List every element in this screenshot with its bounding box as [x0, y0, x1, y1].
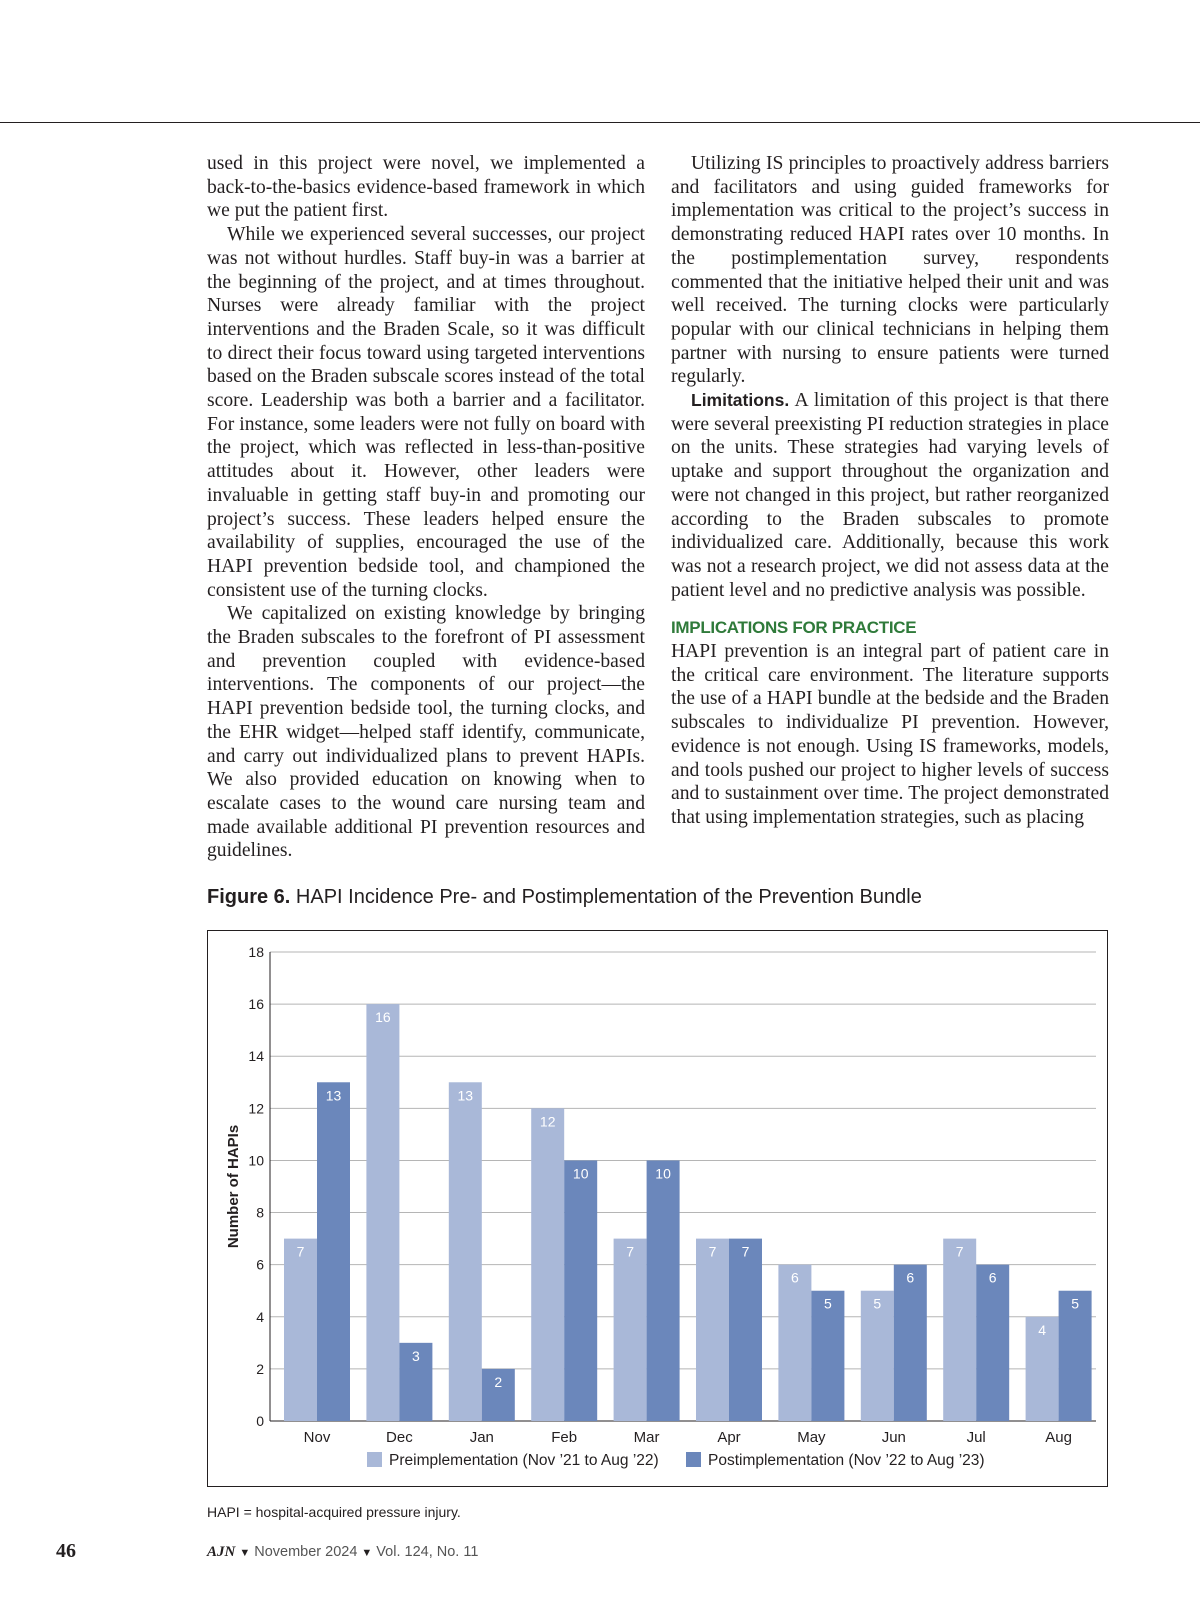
running-footer [207, 1544, 478, 1561]
bar-chart [207, 930, 1108, 1487]
bar-value-label: 5 [873, 1295, 882, 1312]
triangle-icon: ▼ [239, 1547, 251, 1559]
x-tick-label: Jun [881, 1429, 906, 1446]
bar-value-label: 7 [708, 1243, 717, 1260]
legend-swatch-pre [367, 1452, 382, 1467]
x-tick-label: Jul [966, 1429, 986, 1446]
limitations-heading: Limitations. [691, 390, 790, 411]
bar-value-label: 2 [494, 1373, 503, 1390]
page-number: 46 [56, 1540, 76, 1562]
bar-value-label: 3 [412, 1347, 420, 1364]
x-tick-label: Jan [469, 1429, 494, 1446]
bar [976, 1265, 1009, 1421]
y-tick-label: 16 [248, 996, 264, 1013]
bar [894, 1265, 927, 1421]
bar-value-label: 10 [655, 1165, 671, 1182]
text-column-right [671, 152, 1109, 830]
y-tick-label: 18 [248, 944, 264, 960]
limitations-text: A limitation of this project is that there were several preexisting PI reduction strategies in place on the units. These strategies had varying levels of uptake and support throughout the organization and were not changed in this project, but rather reorganized according to the Braden subscales to promote individualized care. Additionally, because this work was not a research project, we did not assess data at the patient level and no predictive analysis was possible. [671, 390, 1109, 601]
bar-value-label: 6 [791, 1269, 799, 1286]
bar-value-label: 10 [572, 1165, 589, 1182]
bar-value-label: 5 [824, 1295, 832, 1312]
bar-value-label: 7 [626, 1243, 634, 1260]
y-tick-label: 2 [256, 1360, 264, 1377]
y-tick-label: 6 [256, 1256, 264, 1273]
x-tick-label: Nov [303, 1429, 331, 1446]
bar-value-label: 7 [296, 1243, 305, 1260]
volume-issue: Vol. 124, No. 11 [376, 1544, 479, 1560]
y-tick-label: 12 [248, 1100, 264, 1117]
bar [564, 1160, 597, 1421]
x-tick-label: May [797, 1429, 826, 1446]
bar [696, 1239, 729, 1421]
bar [729, 1239, 762, 1421]
y-tick-label: 8 [256, 1204, 264, 1221]
journal-name: AJN [207, 1544, 236, 1560]
figure-label: Figure 6. [207, 886, 291, 908]
triangle-icon: ▼ [361, 1547, 373, 1559]
paragraph: We capitalized on existing knowledge by bringing the Braden subscales to the forefront of PI assessment and prevention coupled with evidence-based interventions. The components of our project—the HAPI prevention bedside tool, the turning clocks, and the EHR widget—helped staff identify, communicate, and carry out individualized plans to prevent HAPIs. We also provided education on knowing when to escalate cases to the wound care nursing team and made available additional PI prevention resources and guidelines. [207, 603, 645, 862]
bar-value-label: 6 [906, 1269, 915, 1286]
bar-value-label: 12 [539, 1113, 556, 1130]
x-tick-label: Apr [717, 1429, 741, 1446]
header-rule [0, 122, 1200, 123]
bar [284, 1239, 317, 1421]
x-tick-label: Dec [386, 1429, 413, 1446]
bar [449, 1082, 482, 1421]
x-tick-label: Mar [633, 1429, 660, 1446]
bar [531, 1108, 564, 1421]
x-tick-label: Aug [1045, 1429, 1072, 1446]
x-tick-label: Feb [551, 1429, 578, 1446]
bar-value-label: 16 [375, 1009, 391, 1026]
bar [778, 1265, 811, 1421]
y-tick-label: 0 [256, 1413, 264, 1429]
legend-swatch-post [686, 1452, 701, 1467]
figure-title [207, 886, 1107, 909]
bar-value-label: 4 [1038, 1321, 1046, 1338]
figure-caption: HAPI Incidence Pre- and Postimplementation of the Prevention Bundle [290, 886, 922, 908]
bar-value-label: 13 [325, 1087, 342, 1104]
legend-label-post: Postimplementation (Nov ’22 to Aug ’23) [708, 1452, 985, 1469]
text-column-left [207, 152, 645, 863]
y-tick-label: 10 [248, 1152, 264, 1169]
y-tick-label: 14 [248, 1048, 264, 1065]
paragraph: HAPI prevention is an integral part of patient care in the critical care environment. The literature supports the use of a HAPI bundle at the bedside and the Braden subscales to individualize PI prevention. However, evidence is not enough. Using IS frameworks, models, and tools pushed our project to higher levels of success and to sustainment over time. The project demonstrated that using implementation strategies, such as placing [671, 641, 1109, 828]
bar-value-label: 7 [955, 1243, 964, 1260]
paragraph: Utilizing IS principles to proactively address barriers and facilitators and using guided frameworks for implementation was critical to the project’s success in demonstrating reduced HAPI rates over 10 months. In the postimplementation survey, respondents commented that the initiative helped their unit and was well received. The turning clocks were particularly popular with our clinical technicians in helping them partner with nursing to ensure patients were turned regularly. [671, 153, 1109, 388]
bar [647, 1160, 680, 1421]
bar-value-label: 7 [741, 1243, 750, 1260]
legend-label-pre: Preimplementation (Nov ’21 to Aug ’22) [389, 1452, 659, 1469]
issue-date: November 2024 [254, 1544, 358, 1560]
paragraph: While we experienced several successes, our project was not without hurdles. Staff buy-in was a barrier at the beginning of the project, and at times throughout. Nurses were already familiar with the project interventions and the Braden Scale, so it was difficult to direct their focus toward using targeted interventions based on the Braden subscale scores instead of the total score. Leadership was both a barrier and a facilitator. For instance, some leaders were not fully on board with the project, which was reflected in less-than-positive attitudes about it. However, other leaders were invaluable in getting staff buy-in and promoting our project’s success. These leaders helped ensure the availability of supplies, encouraged the use of the HAPI prevention bedside tool, and championed the consistent use of the turning clocks. [207, 224, 645, 601]
bar-chart-svg [208, 931, 1109, 1488]
paragraph: used in this project were novel, we implemented a back-to-the-basics evidence-based framework in which we put the patient first. [207, 153, 645, 222]
y-tick-label: 4 [256, 1308, 264, 1325]
bar [614, 1239, 647, 1421]
bar-value-label: 5 [1071, 1295, 1079, 1312]
bar-value-label: 13 [457, 1087, 474, 1104]
bar [317, 1082, 350, 1421]
limitations-paragraph [671, 389, 1109, 602]
section-heading: IMPLICATIONS FOR PRACTICE [671, 618, 917, 638]
bar [943, 1239, 976, 1421]
figure-footnote: HAPI = hospital-acquired pressure injury. [207, 1504, 461, 1520]
bar [366, 1004, 399, 1421]
y-axis-title: Number of HAPIs [225, 1124, 242, 1249]
bar-value-label: 6 [988, 1269, 997, 1286]
